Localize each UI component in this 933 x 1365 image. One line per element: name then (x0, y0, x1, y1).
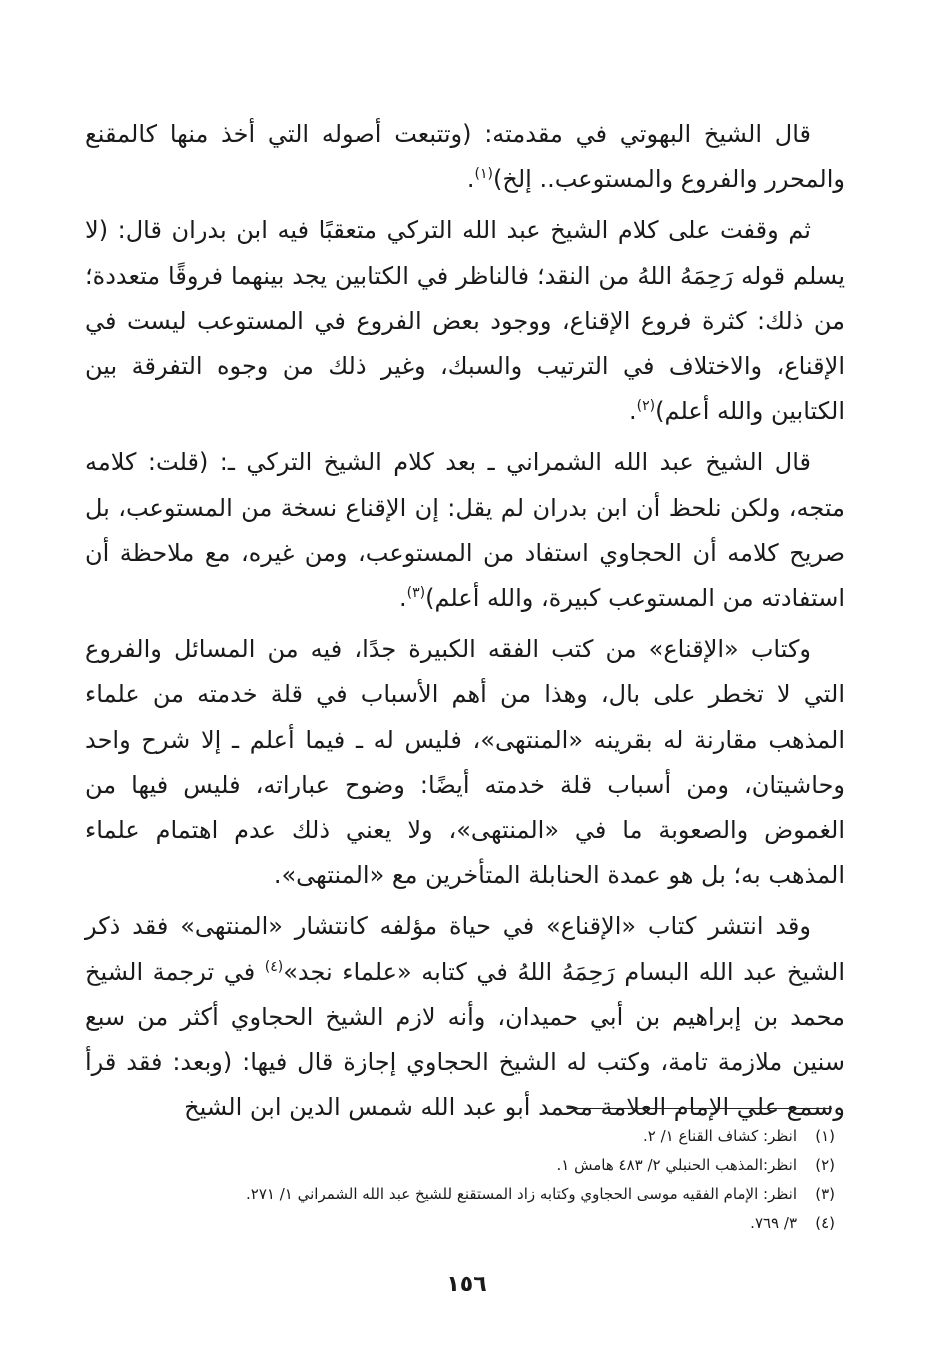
footnote-reference: (٢) (636, 398, 656, 415)
paragraph-text: قال الشيخ عبد الله الشمراني ـ بعد كلام الشيخ التركي ـ: (قلت: كلامه متجه، ولكن نلحظ أن ابن بدران لم يقل: إن الإقناع نسخة من المستوعب، بل صريح كلامه أن الحجاوي استفاد من المستوعب، ومن غيره، مع ملاحظة أن استفادته من المستوعب كبيرة، والله أعلم) (85, 448, 845, 613)
paragraph-end: في ترجمة الشيخ محمد بن إبراهيم بن أبي حميدان، وأنه لازم الشيخ الحجاوي أكثر من سبع سنين ملازمة تامة، وكتب له الشيخ الحجاوي إجازة قال فيها: (وبعد: فقد قرأ وسمع علي الإمام العلامة محمد أبو عبد الله شمس الدين ابن الشيخ (85, 957, 845, 1122)
footnote-text: انظر: كشاف القناع ١/ ٢. (642, 1127, 797, 1145)
footnote-text: ٣/ ٧٦٩. (750, 1214, 797, 1232)
footnote-reference: (٣) (406, 585, 426, 602)
footnote-4 (120, 1209, 835, 1238)
footnote-number: (٣) (815, 1185, 835, 1203)
page-number: ١٥٦ (446, 1272, 487, 1297)
paragraph-end: . (398, 584, 407, 613)
paragraph-end: . (466, 165, 475, 194)
footnote-3 (120, 1180, 835, 1209)
main-text (85, 112, 845, 1136)
footnote-number: (٤) (815, 1214, 835, 1232)
paragraph-text: قال الشيخ البهوتي في مقدمته: (وتتبعت أصوله التي أخذ منها كالمقنع والمحرر والفروع والمستوعب.. إلخ) (85, 120, 845, 194)
footnote-2 (120, 1151, 835, 1180)
footnote-separator (567, 1108, 832, 1109)
footnote-reference: (٤) (264, 958, 284, 975)
footnotes (120, 1122, 835, 1238)
paragraph-2 (85, 208, 845, 434)
footnote-1 (120, 1122, 835, 1151)
paragraph-4 (85, 627, 845, 898)
footnote-reference: (١) (474, 166, 493, 183)
paragraph-1 (85, 112, 845, 202)
paragraph-text: وكتاب «الإقناع» من كتب الفقه الكبيرة جدًا، فيه من المسائل والفروع التي لا تخطر على بال، وهذا من أهم الأسباب في قلة خدمته من علماء المذهب مقارنة له بقرينه «المنتهى»، فليس له ـ فيما أعلم ـ إلا شرح واحد وحاشيتان، ومن أسباب قلة خدمته أيضًا: وضوح عباراته، فليس فيها من الغموض والصعوبة ما في «المنتهى»، ولا يعني ذلك عدم اهتمام علماء المذهب به؛ بل هو عمدة الحنابلة المتأخرين مع «المنتهى». (85, 635, 845, 890)
paragraph-3 (85, 440, 845, 621)
paragraph-text: ثم وقفت على كلام الشيخ عبد الله التركي متعقبًا فيه ابن بدران قال: (لا يسلم قوله رَحِمَهُ اللهُ من النقد؛ فالناظر في الكتابين يجد بينهما فروقًا متعددة؛ من ذلك: كثرة فروع الإقناع، ووجود بعض الفروع في المستوعب ليست في الإقناع، والاختلاف في الترتيب والسبك، وغير ذلك من وجوه التفرقة بين الكتابين والله أعلم) (85, 216, 845, 426)
footnote-text: انظر: الإمام الفقيه موسى الحجاوي وكتابه زاد المستقنع للشيخ عبد الله الشمراني ١/ ٢٧١. (246, 1185, 797, 1203)
paragraph-text: وقد انتشر كتاب «الإقناع» في حياة مؤلفه كانتشار «المنتهى» فقد ذكر الشيخ عبد الله البسام رَحِمَهُ اللهُ في كتابه «علماء نجد» (85, 912, 845, 986)
footnote-text: انظر:المذهب الحنبلي ٢/ ٤٨٣ هامش ١. (556, 1156, 797, 1174)
footnote-number: (٢) (815, 1156, 835, 1174)
paragraph-5 (85, 904, 845, 1130)
paragraph-end: . (629, 397, 637, 426)
footnote-number: (١) (815, 1127, 835, 1145)
